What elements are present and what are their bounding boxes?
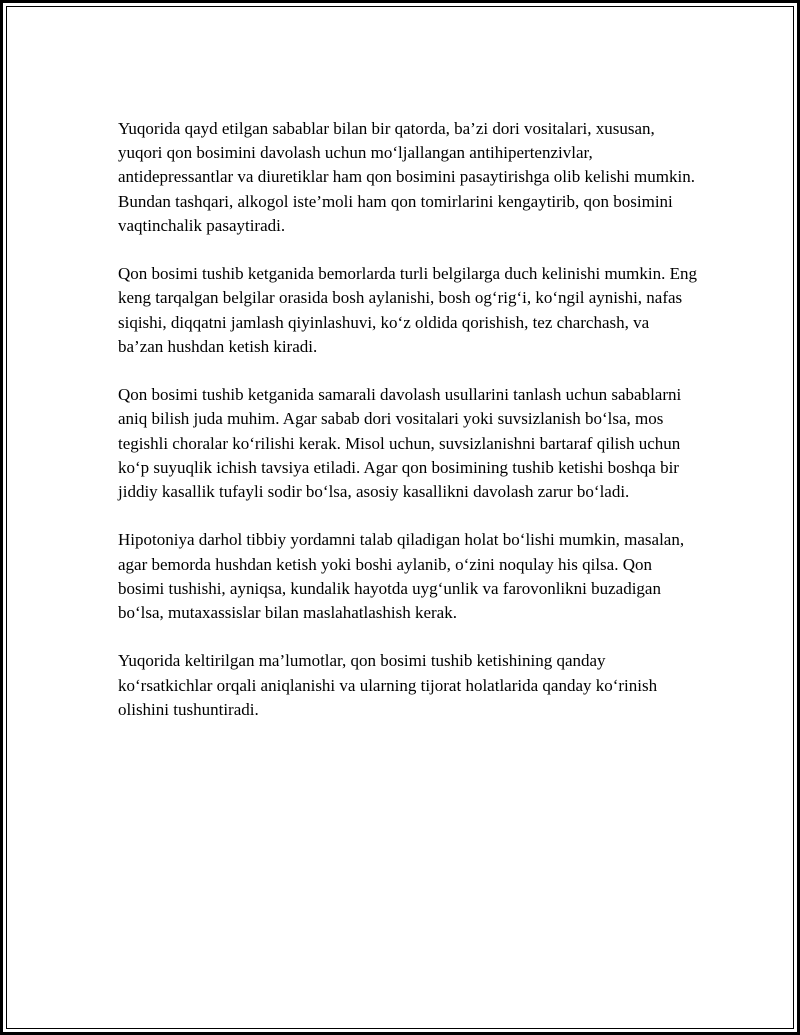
paragraph-5: Yuqorida keltirilgan ma’lumotlar, qon bosimi tushib ketishining qanday ko‘rsatkichlar orqali aniqlanishi va ularning tijorat holatlarida qanday ko‘rinish olishini tushuntiradi.	[118, 651, 658, 719]
paragraph-1: Yuqorida qayd etilgan sabablar bilan bir qatorda, ba’zi dori vositalari, xususan, yuqori qon bosimini davolash uchun mo‘ljallangan antihipertenzivlar, antidepressantlar va diuretiklar ham qon bosimini pasaytirishga olib kelishi mumkin. Bundan tashqari, alkogol iste’moli ham qon tomirlarini kengaytirib, qon bosimini vaqtinchalik pasaytiradi.	[118, 119, 695, 235]
document-body	[118, 117, 698, 746]
paragraph-3: Qon bosimi tushib ketganida samarali davolash usullarini tanlash uchun sabablarni aniq bilish juda muhim. Agar sabab dori vositalari yoki suvsizlanish bo‘lsa, mos tegishli choralar ko‘rilishi kerak. Misol uchun, suvsizlanishni bartaraf qilish uchun ko‘p suyuqlik ichish tavsiya etiladi. Agar qon bosimining tushib ketishi boshqa bir jiddiy kasallik tufayli sodir bo‘lsa, asosiy kasallikni davolash zarur bo‘ladi.	[118, 385, 682, 502]
paragraph-4: Hipotoniya darhol tibbiy yordamni talab qiladigan holat bo‘lishi mumkin, masalan, agar bemorda hushdan ketish yoki boshi aylanib, o‘zini noqulay his qilsa. Qon bosimi tushishi, ayniqsa, kundalik hayotda uyg‘unlik va farovonlikni buzadigan bo‘lsa, mutaxassislar bilan maslahatlashish kerak.	[118, 530, 685, 623]
paragraph-2: Qon bosimi tushib ketganida bemorlarda turli belgilarga duch kelinishi mumkin. Eng keng tarqalgan belgilar orasida bosh aylanishi, bosh og‘rig‘i, ko‘ngil aynishi, nafas siqishi, diqqatni jamlash qiyinlashuvi, ko‘z oldida qorishish, tez charchash, va ba’zan hushdan ketish kiradi.	[118, 264, 698, 356]
